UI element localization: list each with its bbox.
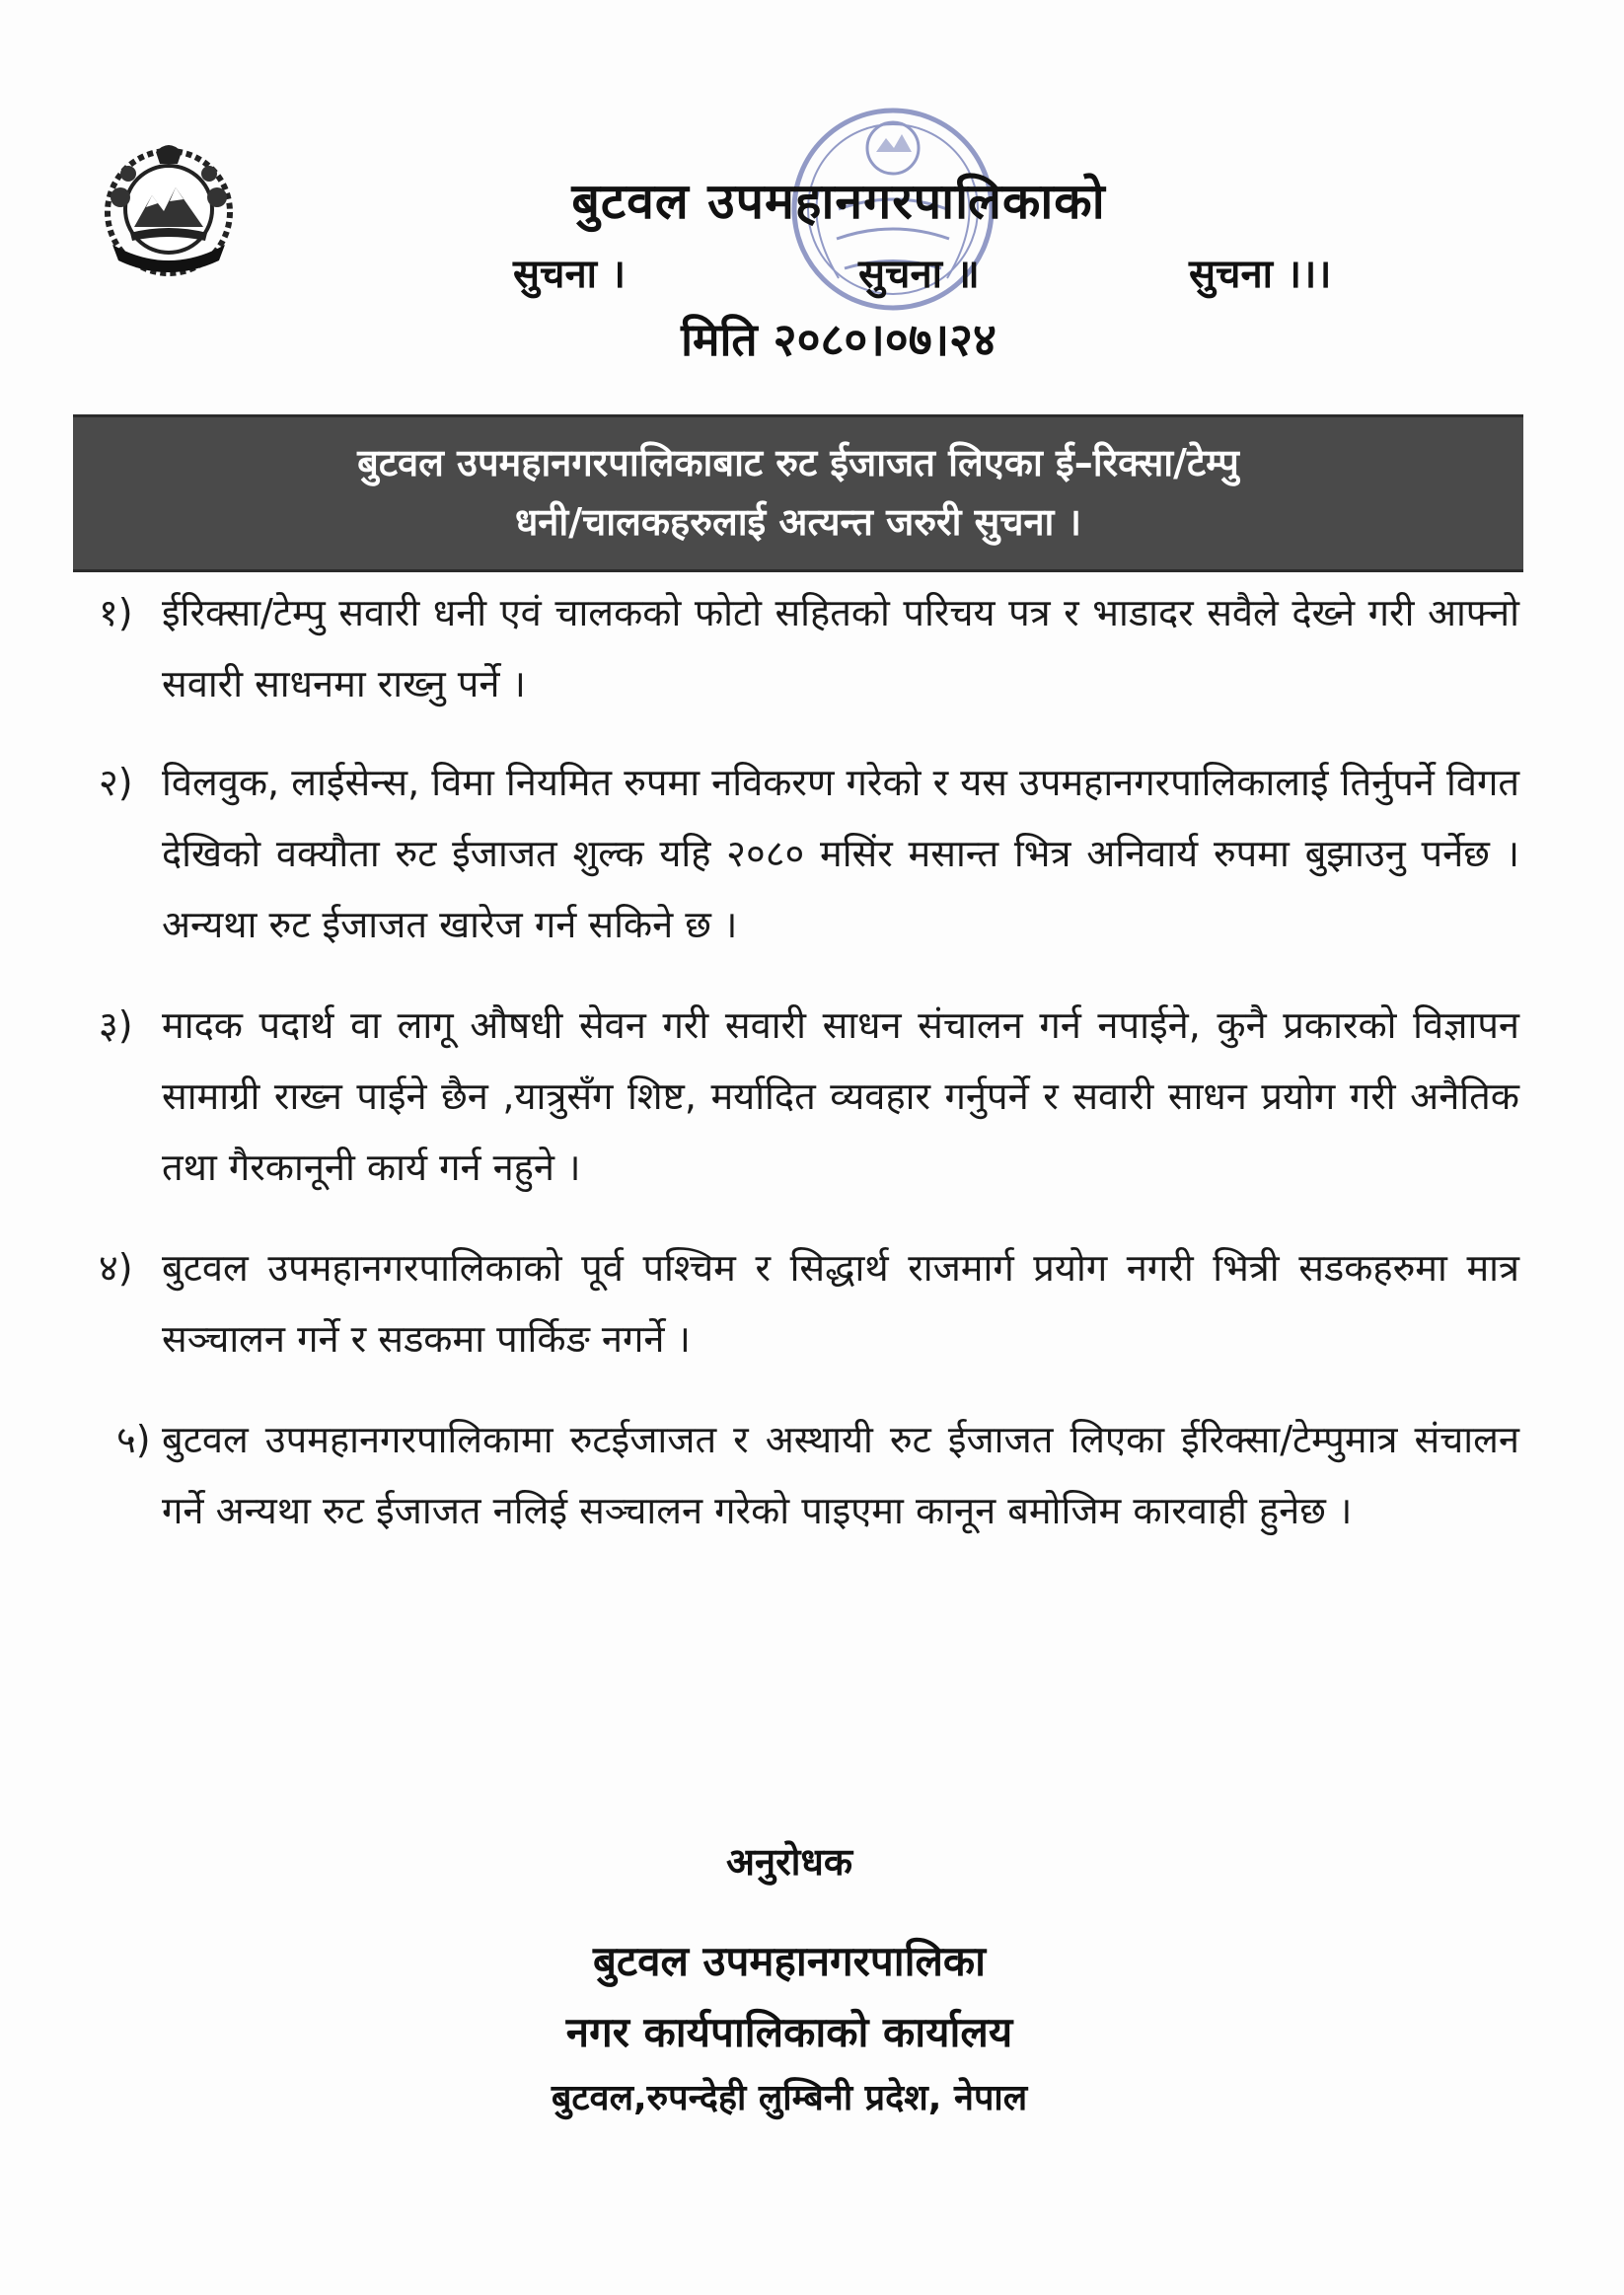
nepal-government-emblem-icon	[95, 138, 243, 286]
notice-heading-3: सुचना ।।।	[1189, 252, 1332, 297]
signature-block	[395, 1835, 1184, 2125]
notice-points-list	[99, 577, 1519, 1546]
point-number: ३)	[99, 1003, 133, 1047]
notice-heading-2: सुचना ॥	[858, 252, 980, 297]
point-number: ४)	[99, 1246, 133, 1290]
list-item	[99, 577, 1519, 719]
signature-org-line-1: बुटवल उपमहानगरपालिका	[592, 1937, 987, 1985]
page-title: बुटवल उपमहानगरपालिकाको	[571, 173, 1106, 230]
notice-date: मिति २०८०।०७।२४	[681, 313, 997, 366]
point-number: ५)	[116, 1418, 151, 1461]
point-text: विलवुक, लाईसेन्स, विमा नियमित रुपमा नविकरण गरेको र यस उपमहानगरपालिकालाई तिर्नुपर्ने विगत देखिको वक्यौता रुट ईजाजत शुल्क यहि २०८० मसिंर मसान्त भित्र अनिवार्य रुपमा बुझाउनु पर्नेछ ।अन्यथा रुट ईजाजत खारेज गर्न सकिने छ ।	[162, 761, 1519, 946]
notice-subject-banner	[73, 414, 1523, 572]
point-number: १)	[99, 591, 133, 634]
point-text: बुटवल उपमहानगरपालिकामा रुटईजाजत र अस्थायी रुट ईजाजत लिएका ईरिक्सा/टेम्पुमात्र संचालन गर्ने अन्यथा रुट ईजाजत नलिई सञ्चालन गरेको पाइएमा कानून बमोजिम कारवाही हुनेछ ।	[162, 1418, 1519, 1532]
point-text: ईरिक्सा/टेम्पु सवारी धनी एवं चालकको फोटो सहितको परिचय पत्र र भाडादर सवैले देख्ने गरी आफ्नो सवारी साधनमा राख्नु पर्ने ।	[162, 591, 1519, 705]
point-text: मादक पदार्थ वा लागू औषधी सेवन गरी सवारी साधन संचालन गर्न नपाईने, कुनै प्रकारको विज्ञापन सामाग्री राख्न पाईने छैन ,यात्रुसँग शिष्ट, मर्यादित व्यवहार गर्नुपर्ने र सवारी साधन प्रयोग गरी अनैतिक तथा गैरकानूनी कार्य गर्न नहुने ।	[162, 1003, 1519, 1189]
banner-line-2: धनी/चालकहरुलाई अत्यन्त जरुरी सुचना ।	[514, 500, 1082, 544]
signature-org-line-2: नगर कार्यपालिकाको कार्यालय	[565, 2008, 1013, 2056]
list-item	[99, 1232, 1519, 1374]
notice-heading-1: सुचना ।	[513, 252, 627, 297]
point-text: बुटवल उपमहानगरपालिकाको पूर्व पश्चिम र सिद्धार्थ राजमार्ग प्रयोग नगरी भित्री सडकहरुमा मात्र सञ्चालन गर्ने र सडकमा पार्किङ नगर्ने ।	[162, 1246, 1519, 1361]
list-item	[99, 1404, 1519, 1546]
banner-line-1: बुटवल उपमहानगरपालिकाबाट रुट ईजाजत लिएका ई–रिक्सा/टेम्पु	[357, 441, 1239, 484]
signature-request-label: अनुरोधक	[725, 1840, 853, 1884]
signature-address: बुटवल,रुपन्देही लुम्बिनी प्रदेश, नेपाल	[551, 2078, 1028, 2118]
list-item	[99, 990, 1519, 1203]
point-number: २)	[99, 761, 133, 804]
list-item	[99, 747, 1519, 960]
